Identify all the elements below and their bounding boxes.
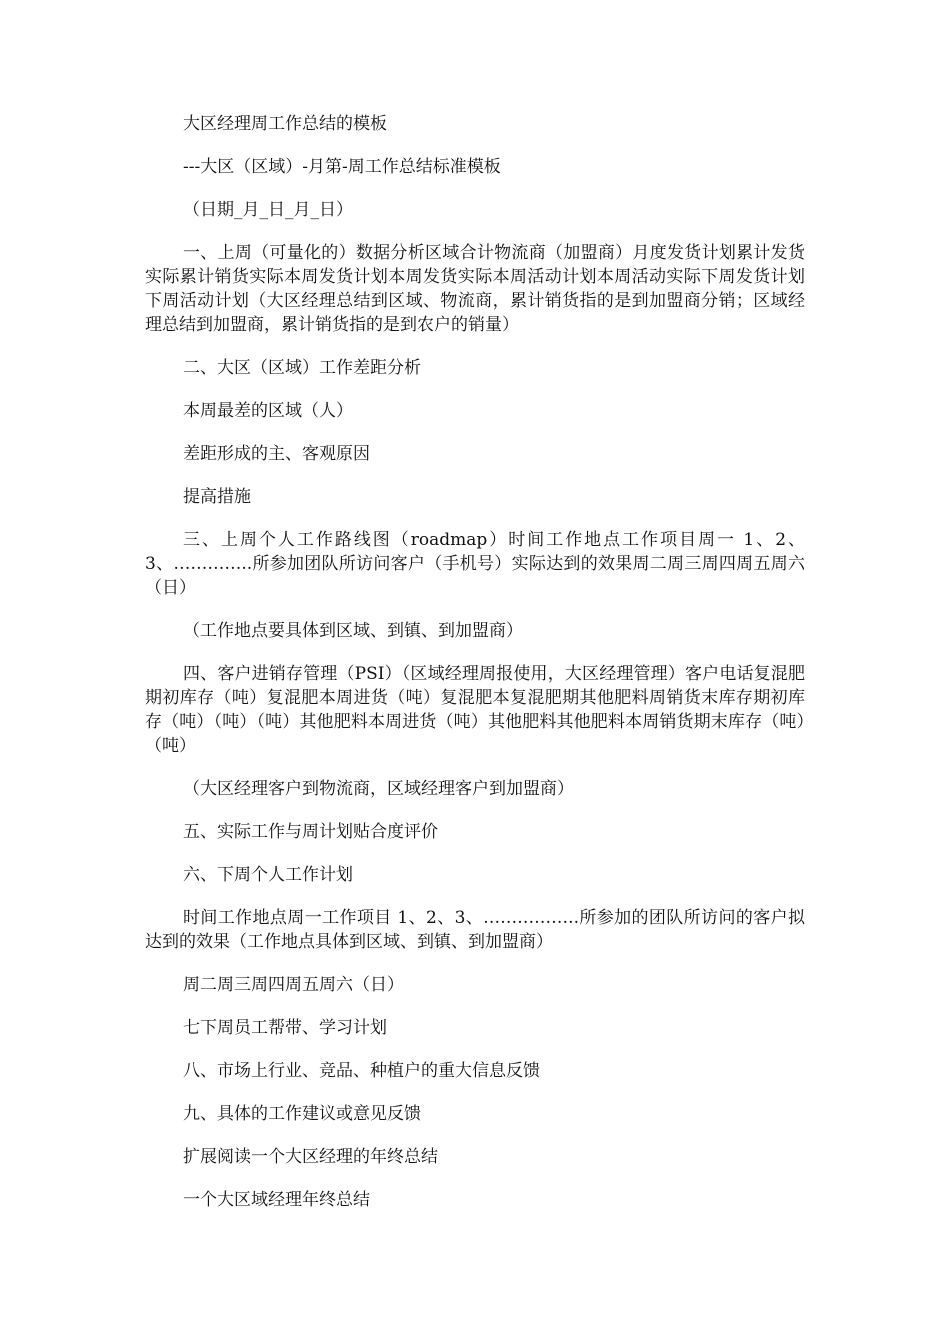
document-page — [145, 112, 805, 1231]
date-line: （日期_月_日_月_日） — [183, 200, 353, 220]
section-3-roadmap: 三、上周个人工作路线图（roadmap）时间工作地点工作项目周一 1、2、3、…………..所参加团队所访问客户（手机号）实际达到的效果周二周三周四周五周六（日） — [145, 530, 805, 598]
worst-region-line: 本周最差的区域（人） — [183, 401, 353, 421]
gap-causes-line: 差距形成的主、客观原因 — [183, 444, 370, 464]
section-9-heading: 九、具体的工作建议或意见反馈 — [183, 1104, 421, 1124]
section-7-heading: 七下周员工帮带、学习计划 — [183, 1018, 387, 1038]
improvement-measures-line: 提高措施 — [183, 487, 251, 507]
section-4-psi: 四、客户进销存管理（PSI）（区域经理周报使用，大区经理管理）客户电话复混肥期初库存（吨）复混肥本周进货（吨）复混肥本复混肥期其他肥料周销货末库存期初库存（吨）（吨）（吨）其他肥料本周进货（吨）其他肥料其他肥料本周销货期末库存（吨）（吨） — [145, 664, 805, 756]
section-5-heading: 五、实际工作与周计划贴合度评价 — [183, 822, 438, 842]
section-2-heading: 二、大区（区域）工作差距分析 — [183, 358, 421, 378]
extended-reading-title: 扩展阅读一个大区经理的年终总结 — [183, 1147, 438, 1167]
document-title: 大区经理周工作总结的模板 — [183, 114, 387, 134]
template-subtitle: ---大区（区域）-月第-周工作总结标准模板 — [183, 157, 501, 177]
section-6-plan: 时间工作地点周一工作项目 1、2、3、……………..所参加的团队所访问的客户拟达到的效果（工作地点具体到区域、到镇、到加盟商） — [145, 908, 805, 952]
section-6-heading: 六、下周个人工作计划 — [183, 865, 353, 885]
annual-summary-title: 一个大区域经理年终总结 — [183, 1190, 370, 1210]
section-3-note: （工作地点要具体到区域、到镇、到加盟商） — [183, 621, 523, 641]
section-6-weekdays: 周二周三周四周五周六（日） — [183, 975, 404, 995]
section-8-heading: 八、市场上行业、竞品、种植户的重大信息反馈 — [183, 1061, 540, 1081]
section-1-data-analysis: 一、上周（可量化的）数据分析区域合计物流商（加盟商）月度发货计划累计发货实际累计销货实际本周发货计划本周发货实际本周活动计划本周活动实际下周发货计划下周活动计划（大区经理总结到区域、物流商，累计销货指的是到加盟商分销；区域经理总结到加盟商，累计销货指的是到农户的销量） — [145, 243, 805, 335]
section-4-note: （大区经理客户到物流商，区域经理客户到加盟商） — [183, 779, 574, 799]
